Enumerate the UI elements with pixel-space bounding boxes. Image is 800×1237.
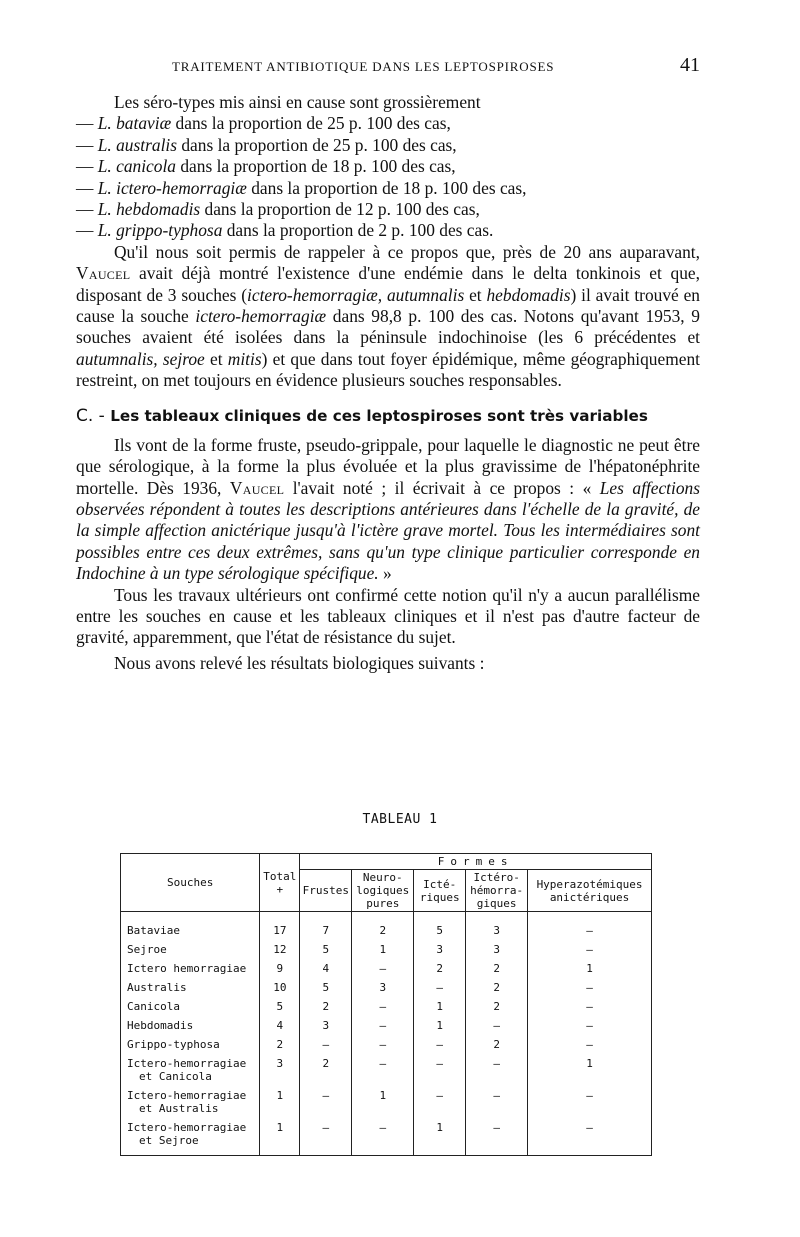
table-caption: TABLEAU 1 (362, 812, 438, 827)
cell-ictero-hem: – (466, 1054, 528, 1086)
table-row (121, 1086, 652, 1118)
cell-icteriques: – (414, 1035, 466, 1054)
header-line: Icté- (423, 877, 457, 891)
souche-line: et Australis (139, 1102, 219, 1115)
cell-total: 5 (260, 997, 300, 1016)
header-line: Neuro- (362, 871, 403, 884)
cell-total: 12 (260, 940, 300, 959)
cell-ictero-hem: 2 (466, 1035, 528, 1054)
table-row (121, 978, 652, 997)
cell-total: 1 (260, 1086, 300, 1118)
cell-neuro: 3 (352, 978, 414, 997)
cell-icteriques: 5 (414, 912, 466, 941)
cell-hyper: – (528, 997, 652, 1016)
sero-type-item (76, 199, 700, 220)
cell-frustes: 5 (300, 978, 352, 997)
cell-frustes: – (300, 1118, 352, 1156)
cell-icteriques: – (414, 1054, 466, 1086)
proportion-text: dans la proportion de 2 p. 100 des cas. (222, 220, 494, 241)
cell-icteriques: – (414, 1086, 466, 1118)
header-line: + (276, 882, 284, 896)
list-dash: — (76, 177, 98, 198)
cell-frustes: 3 (300, 1016, 352, 1035)
souche-line: Ictero-hemorragiae (127, 1121, 247, 1134)
cell-souche (121, 1035, 260, 1054)
cell-hyper: – (528, 1118, 652, 1156)
cell-ictero-hem: – (466, 1086, 528, 1118)
running-title: TRAITEMENT ANTIBIOTIQUE DANS LES LEPTOSPIROSES (172, 59, 555, 74)
intro-lead: Les séro-types mis ainsi en cause sont grossièrement (114, 92, 481, 112)
quotation: Les affections observées répondent à toutes les descriptions antérieures dans l'échelle de la gravité, de la simple affection anictérique jusqu'à l'ictère grave mortel. Tous les intermédiaires sont possibles entre ces deux extrêmes, sans qu'un type clinique particulier corresponde en Indochine à un type sérologique spécifique. (76, 477, 700, 584)
running-head (76, 54, 700, 81)
cell-total: 3 (260, 1054, 300, 1086)
cell-ictero-hem: – (466, 1118, 528, 1156)
page-number: 41 (680, 54, 700, 76)
col-header-frustes: Frustes (300, 870, 352, 912)
cell-neuro: 1 (352, 1086, 414, 1118)
table-row (121, 959, 652, 978)
cell-neuro: – (352, 997, 414, 1016)
souche-line: Australis (127, 981, 187, 994)
cell-icteriques: 2 (414, 959, 466, 978)
cell-icteriques: – (414, 978, 466, 997)
paragraph-clinical-forms (76, 435, 700, 585)
text-run: ) il avait trouvé en cause la souche (76, 284, 700, 327)
cell-neuro: – (352, 1016, 414, 1035)
cell-souche (121, 1086, 260, 1118)
header-line: Hyperazotémiques (536, 877, 643, 891)
cell-hyper: – (528, 1086, 652, 1118)
souche-line: Grippo-typhosa (127, 1038, 220, 1051)
souche-line: Bataviae (127, 924, 180, 937)
paragraph-results-intro: Nous avons relevé les résultats biologiques suivants : (114, 652, 485, 673)
header-line: hémorra- (470, 884, 524, 897)
text-run: dans 98,8 p. 100 des cas. Notons qu'avant 1953, 9 souches avaient été isolées dans la péninsule indochinoise (les 6 précédentes et (76, 306, 700, 348)
cell-hyper: – (528, 978, 652, 997)
author-name: Vaucel (229, 477, 285, 498)
species-name: L. grippo-typhosa (97, 220, 223, 241)
cell-ictero-hem: 2 (466, 978, 528, 997)
text-run: Ils vont de la forme fruste, pseudo-grippale, pour laquelle le diagnostic ne peut être que sérologique, à la forme la plus évoluée et la plus gravissime de l'hépatonéphrite mortelle. Dès 1936, (76, 434, 700, 498)
species-name: L. australis (97, 134, 178, 155)
text-run: et (204, 348, 228, 369)
table-header-row (121, 854, 652, 870)
cell-neuro: 2 (352, 912, 414, 941)
header-line: pures (366, 897, 400, 910)
col-header-neurologiques (352, 870, 414, 912)
header-line: anictériques (549, 890, 630, 904)
cell-hyper: – (528, 940, 652, 959)
cell-total: 2 (260, 1035, 300, 1054)
cell-icteriques: 1 (414, 997, 466, 1016)
table-row (121, 1016, 652, 1035)
results-table (120, 853, 652, 1156)
sero-type-item (76, 220, 700, 241)
species-name: autumnalis, sejroe (76, 348, 205, 369)
cell-hyper: – (528, 912, 652, 941)
author-name: Vaucel (76, 263, 131, 284)
header-line: Total (263, 869, 297, 883)
species-name: ictero-hemorragiæ, autumnalis (247, 284, 465, 305)
species-name: L. canicola (97, 156, 176, 177)
text-run: Qu'il nous soit permis de rappeler à ce propos que, près de 20 ans auparavant, (114, 241, 700, 262)
sero-type-item (76, 178, 700, 199)
section-letter: C. - (76, 405, 111, 426)
header-line: Ictéro- (473, 871, 520, 884)
souche-line: Ictero hemorragiae (127, 962, 247, 975)
cell-frustes: 4 (300, 959, 352, 978)
cell-souche (121, 997, 260, 1016)
proportion-text: dans la proportion de 25 p. 100 des cas, (171, 113, 451, 134)
cell-icteriques: 3 (414, 940, 466, 959)
list-dash: — (76, 134, 98, 155)
cell-hyper: 1 (528, 1054, 652, 1086)
cell-ictero-hem: 2 (466, 959, 528, 978)
col-header-souches: Souches (121, 854, 260, 912)
cell-hyper: – (528, 1035, 652, 1054)
cell-total: 4 (260, 1016, 300, 1035)
table-body (121, 912, 652, 1156)
table-row (121, 1035, 652, 1054)
proportion-text: dans la proportion de 18 p. 100 des cas, (176, 156, 456, 177)
proportion-text: dans la proportion de 18 p. 100 des cas, (246, 177, 527, 198)
cell-ictero-hem: 2 (466, 997, 528, 1016)
col-header-hyperazotemiques (528, 870, 652, 912)
cell-hyper: – (528, 1016, 652, 1035)
cell-souche (121, 978, 260, 997)
cell-souche (121, 940, 260, 959)
souche-line: Ictero-hemorragiae (127, 1089, 247, 1102)
table-row (121, 997, 652, 1016)
proportion-text: dans la proportion de 25 p. 100 des cas, (177, 134, 457, 155)
header-line: riques (419, 890, 460, 904)
species-name: mitis (227, 348, 262, 369)
cell-frustes: 2 (300, 997, 352, 1016)
cell-total: 10 (260, 978, 300, 997)
col-header-icteriques (414, 870, 466, 912)
list-dash: — (76, 220, 98, 241)
cell-icteriques: 1 (414, 1016, 466, 1035)
text-run: avait déjà montré l'existence d'une endémie dans le delta tonkinois et que, disposant de 3 souches ( (76, 263, 700, 305)
table-row (121, 912, 652, 941)
souche-line: Ictero-hemorragiae (127, 1057, 247, 1070)
sero-type-item (76, 156, 700, 177)
souche-line: et Canicola (139, 1070, 212, 1083)
section-heading-c (76, 406, 700, 426)
list-dash: — (76, 156, 98, 177)
cell-hyper: 1 (528, 959, 652, 978)
sero-type-list (76, 113, 700, 241)
body-text (76, 92, 700, 674)
sero-type-item (76, 135, 700, 156)
text-run: » (378, 563, 392, 584)
cell-neuro: – (352, 959, 414, 978)
species-name: hebdomadis (486, 284, 571, 305)
table-row (121, 1118, 652, 1156)
col-header-ictero-hemorragiques (466, 870, 528, 912)
species-name: ictero-hemorragiæ (195, 306, 327, 327)
cell-souche (121, 1016, 260, 1035)
header-line: logiques (356, 884, 410, 897)
cell-ictero-hem: 3 (466, 940, 528, 959)
text-run: et (464, 284, 487, 305)
col-header-formes: Formes (300, 854, 652, 870)
cell-total: 1 (260, 1118, 300, 1156)
cell-ictero-hem: 3 (466, 912, 528, 941)
paragraph-vaucel-history (76, 242, 700, 392)
cell-frustes: 5 (300, 940, 352, 959)
list-dash: — (76, 113, 98, 134)
cell-souche (121, 1054, 260, 1086)
cell-souche (121, 959, 260, 978)
cell-frustes: 7 (300, 912, 352, 941)
cell-frustes: – (300, 1035, 352, 1054)
species-name: L. hebdomadis (97, 199, 201, 220)
list-dash: — (76, 199, 98, 220)
species-name: L. bataviæ (97, 113, 172, 134)
paragraph-no-parallelism: Tous les travaux ultérieurs ont confirmé cette notion qu'il n'y a aucun parallélisme entre les souches en cause et les tableaux cliniques et il n'est pas d'autre facteur de gravité, apparemment, que l'état de résistance du sujet. (76, 584, 700, 648)
sero-type-item (76, 113, 700, 134)
souche-line: Sejroe (127, 943, 167, 956)
cell-souche (121, 912, 260, 941)
cell-neuro: – (352, 1035, 414, 1054)
header-line: giques (476, 897, 517, 910)
proportion-text: dans la proportion de 12 p. 100 des cas, (200, 199, 480, 220)
cell-frustes: 2 (300, 1054, 352, 1086)
text-run: l'avait noté ; il écrivait à ce propos : « (284, 477, 600, 498)
text-run: ) et que dans tout foyer épidémique, même géographiquement restreint, on met toujours en évidence plusieurs souches responsables. (76, 348, 700, 391)
table-row (121, 1054, 652, 1086)
cell-neuro: 1 (352, 940, 414, 959)
cell-icteriques: 1 (414, 1118, 466, 1156)
cell-total: 17 (260, 912, 300, 941)
cell-total: 9 (260, 959, 300, 978)
species-name: L. ictero-hemorragiæ (97, 177, 247, 198)
cell-frustes: – (300, 1086, 352, 1118)
cell-neuro: – (352, 1118, 414, 1156)
col-header-total (260, 854, 300, 912)
cell-ictero-hem: – (466, 1016, 528, 1035)
cell-souche (121, 1118, 260, 1156)
table-row (121, 940, 652, 959)
souche-line: Canicola (127, 1000, 180, 1013)
section-title: Les tableaux cliniques de ces leptospiroses sont très variables (110, 406, 648, 425)
souche-line: Hebdomadis (127, 1019, 194, 1032)
souche-line: et Sejroe (139, 1134, 199, 1147)
cell-neuro: – (352, 1054, 414, 1086)
